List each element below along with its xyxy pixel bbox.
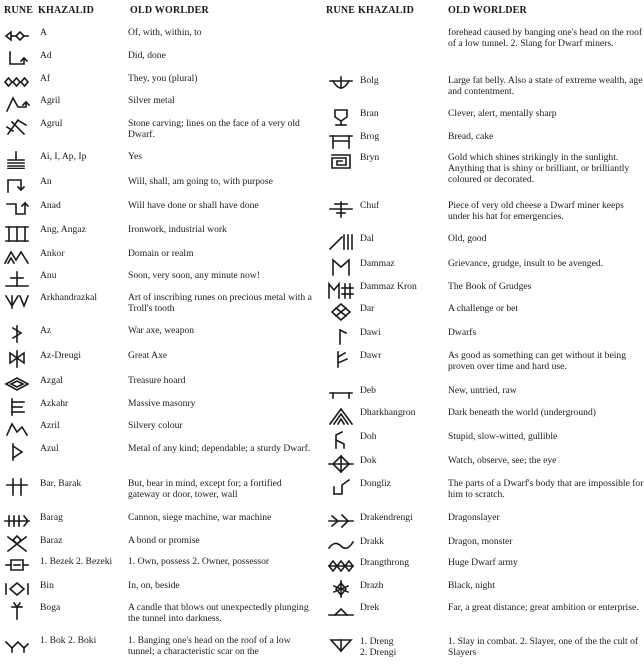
old-worlder-meaning: A candle that blows out unexpectedly plunging the tunnel into darkness. xyxy=(128,602,309,624)
khazalid-word: Dok xyxy=(360,455,377,466)
khazalid-word: Doh xyxy=(360,431,377,442)
khazalid-word: Bran xyxy=(360,108,379,119)
old-worlder-meaning: Far, a great distance; great ambition or enterprise. xyxy=(448,602,639,613)
candle-rune-icon xyxy=(4,602,30,620)
khazalid-word: A xyxy=(40,27,47,38)
old-worlder-meaning: 1. Own, possess 2. Owner, possessor xyxy=(128,556,270,567)
treasure-diamond-rune-icon xyxy=(4,375,30,393)
stacked-lines-rune-icon xyxy=(4,151,30,169)
night-star-rune-icon xyxy=(328,580,354,598)
old-worlder-meaning: Massive masonry xyxy=(128,398,196,409)
old-worlder-meaning: Large fat belly. Also a state of extreme wealth, age and contentment. xyxy=(448,75,643,97)
hook-rune-icon xyxy=(4,50,30,68)
khazalid-word: 1. Bok 2. Boki xyxy=(40,635,97,646)
old-worlder-meaning: Dark beneath the world (underground) xyxy=(448,407,596,418)
branch-staff-rune-icon xyxy=(328,350,354,368)
old-worlder-meaning: Grievance, grudge, insult to be avenged. xyxy=(448,258,604,269)
khazalid-word: Arkhandrazkal xyxy=(40,292,98,303)
khazalid-word: Baraz xyxy=(40,535,63,546)
t-bar-rune-icon xyxy=(328,385,354,403)
khazalid-word: Anu xyxy=(40,270,57,281)
old-worlder-meaning: Watch, observe, see; the eye xyxy=(448,455,557,466)
tower-rune-icon xyxy=(4,478,30,496)
khazalid-word: Af xyxy=(40,73,51,84)
header-old-worlder: OLD WORLDER xyxy=(130,5,209,16)
header-khazalid: KHAZALID xyxy=(358,5,415,16)
old-worlder-meaning: The Book of Grudges xyxy=(448,281,532,292)
double-step-rune-icon xyxy=(4,200,30,218)
book-of-grudges-rune-icon xyxy=(328,281,354,299)
khazalid-word: Dammaz Kron xyxy=(360,281,417,292)
cheese-hat-rune-icon xyxy=(328,200,354,218)
old-worlder-meaning: Black, night xyxy=(448,580,495,591)
comb-rune-icon xyxy=(4,398,30,416)
khazalid-word: Drek xyxy=(360,602,380,613)
khazalid-word: Deb xyxy=(360,385,376,396)
old-worlder-meaning: Huge Dwarf army xyxy=(448,557,518,568)
slayer-triangle-rune-icon xyxy=(328,636,354,654)
eye-rune-icon xyxy=(328,455,354,473)
bond-cross-rune-icon xyxy=(4,535,30,553)
khazalid-word: Dawr xyxy=(360,350,382,361)
old-worlder-meaning: A bond or promise xyxy=(128,535,200,546)
dragonslayer-rune-icon xyxy=(328,512,354,530)
old-worlder-meaning: Silvery colour xyxy=(128,420,183,431)
distance-rune-icon xyxy=(328,602,354,620)
old-worlder-meaning: Cannon, siege machine, war machine xyxy=(128,512,272,523)
old-worlder-meaning: Treasure hoard xyxy=(128,375,186,386)
old-worlder-meaning: forehead caused by banging one's head on the roof of a low tunnel. 2. Slang for Dwarf miners. xyxy=(448,27,643,49)
gate-rune-icon xyxy=(4,224,30,242)
old-worlder-meaning: They, you (plural) xyxy=(128,73,198,84)
khazalid-word: 1. Dreng 2. Drengi xyxy=(360,636,397,658)
khazalid-word: Bryn xyxy=(360,152,380,163)
old-worlder-meaning: Clever, alert, mentally sharp xyxy=(448,108,557,119)
old-worlder-meaning: Dwarfs xyxy=(448,327,477,338)
dark-mountain-rune-icon xyxy=(328,407,354,425)
old-worlder-meaning: Did, done xyxy=(128,50,166,61)
khazalid-word: 1. Bezek 2. Bezeki xyxy=(40,556,113,567)
old-worlder-meaning: Silver metal xyxy=(128,95,175,106)
khazalid-word: Dongliz xyxy=(360,478,391,489)
table-rune-icon xyxy=(328,131,354,149)
step-arrow-rune-icon xyxy=(4,176,30,194)
old-worlder-meaning: Will have done or shall have done xyxy=(128,200,259,211)
spiral-square-rune-icon xyxy=(328,152,354,170)
khazalid-word: Bolg xyxy=(360,75,379,86)
great-axe-rune-icon xyxy=(4,350,30,368)
old-worlder-meaning: Art of inscribing runes on precious metal with a Troll's tooth xyxy=(128,292,312,314)
grudge-rune-icon xyxy=(328,258,354,276)
header-rune: RUNE xyxy=(326,5,356,16)
khazalid-word: Agril xyxy=(40,95,61,106)
khazalid-word: Boga xyxy=(40,602,61,613)
header-khazalid: KHAZALID xyxy=(38,5,95,16)
khazalid-word: Azril xyxy=(40,420,60,431)
tooth-rune-icon xyxy=(4,292,30,310)
old-worlder-meaning: Old, good xyxy=(448,233,487,244)
khazalid-word: Azul xyxy=(40,443,59,454)
framed-diamond-rune-icon xyxy=(4,580,30,598)
box-arrow-rune-icon xyxy=(4,556,30,574)
old-worlder-meaning: In, on, beside xyxy=(128,580,180,591)
khazalid-word: Dammaz xyxy=(360,258,395,269)
khazalid-word: Drakendrengi xyxy=(360,512,413,523)
old-worlder-meaning: Metal of any kind; dependable; a sturdy Dwarf. xyxy=(128,443,311,454)
khazalid-word: Agrul xyxy=(40,118,63,129)
old-worlder-meaning: War axe, weapon xyxy=(128,325,195,336)
khazalid-word: Ankor xyxy=(40,248,65,259)
angled-zigzag-rune-icon xyxy=(4,95,30,113)
dwarf-staff-rune-icon xyxy=(328,327,354,345)
mountains-rune-icon xyxy=(4,248,30,266)
cross-bar-rune-icon xyxy=(4,270,30,288)
header-rune: RUNE xyxy=(4,5,34,16)
khazalid-word: Dharkhangron xyxy=(360,407,416,418)
old-worlder-meaning: Great Axe xyxy=(128,350,168,361)
old-worlder-meaning: New, untried, raw xyxy=(448,385,517,396)
old-worlder-meaning: Ironwork, industrial work xyxy=(128,224,227,235)
khazalid-word: Bar, Barak xyxy=(40,478,82,489)
khazalid-word: Dawi xyxy=(360,327,381,338)
khazalid-word: Ai, I, Ap, Ip xyxy=(40,151,87,162)
khazalid-word: Drakk xyxy=(360,536,384,547)
khazalid-word: An xyxy=(40,176,52,187)
dragon-wave-rune-icon xyxy=(328,536,354,554)
khazalid-word: Ad xyxy=(40,50,52,61)
old-worlder-meaning: Bread, cake xyxy=(448,131,494,142)
crossed-branch-rune-icon xyxy=(4,118,30,136)
khazalid-word: Azkahr xyxy=(40,398,69,409)
khazalid-word: Bin xyxy=(40,580,54,591)
khazalid-word: Azgal xyxy=(40,375,63,386)
slanted-bars-rune-icon xyxy=(328,233,354,251)
old-worlder-meaning: 1. Banging one's head on the roof of a low tunnel; a characteristic scar on the xyxy=(128,635,291,657)
old-worlder-meaning: Of, with, within, to xyxy=(128,27,202,38)
axe-rune-icon xyxy=(4,325,30,343)
khazalid-word: Anad xyxy=(40,200,61,211)
old-worlder-meaning: Soon, very soon, any minute now! xyxy=(128,270,260,281)
triple-diamond-rune-icon xyxy=(4,73,30,91)
khazalid-word: Ang, Angaz xyxy=(40,224,86,235)
hook-cup-rune-icon xyxy=(328,478,354,496)
old-worlder-meaning: Stupid, slow-witted, gullible xyxy=(448,431,558,442)
hook-staff-rune-icon xyxy=(328,431,354,449)
old-worlder-meaning: A challenge or bet xyxy=(448,303,519,314)
diamond-arrow-rune-icon xyxy=(4,27,30,45)
khazalid-word: Dar xyxy=(360,303,375,314)
old-worlder-meaning: Yes xyxy=(128,151,142,162)
old-worlder-meaning: Dragon, monster xyxy=(448,536,513,547)
khazalid-word: Az-Dreugi xyxy=(40,350,82,361)
old-worlder-meaning: As good as something can get without it being proven over time and hard use. xyxy=(448,350,626,372)
goblet-rune-icon xyxy=(328,108,354,126)
head-bang-rune-icon xyxy=(4,635,30,653)
belly-bowl-rune-icon xyxy=(328,75,354,93)
khazalid-word: Brog xyxy=(360,131,380,142)
header-old-worlder: OLD WORLDER xyxy=(448,5,527,16)
army-diamonds-rune-icon xyxy=(328,557,354,575)
khazalid-word: Az xyxy=(40,325,52,336)
khazalid-word: Barag xyxy=(40,512,63,523)
old-worlder-meaning: The parts of a Dwarf's body that are impossible for him to scratch. xyxy=(448,478,644,500)
khazalid-word: Dal xyxy=(360,233,374,244)
khazalid-word: Drangthrong xyxy=(360,557,410,568)
chevron-bar-rune-icon xyxy=(4,443,30,461)
old-worlder-meaning: Will, shall, am going to, with purpose xyxy=(128,176,273,187)
old-worlder-meaning: But, bear in mind, except for; a fortified gateway or door, tower, wall xyxy=(128,478,282,500)
silver-wave-rune-icon xyxy=(4,420,30,438)
khazalid-word: Chuf xyxy=(360,200,380,211)
khazalid-word: Drazh xyxy=(360,580,384,591)
old-worlder-meaning: Domain or realm xyxy=(128,248,194,259)
old-worlder-meaning: 1. Slay in combat. 2. Slayer, one of the the cult of Slayers xyxy=(448,636,639,658)
old-worlder-meaning: Piece of very old cheese a Dwarf miner keeps under his hat for emergencies. xyxy=(448,200,624,222)
old-worlder-meaning: Dragonslayer xyxy=(448,512,500,523)
challenge-diamond-rune-icon xyxy=(328,303,354,321)
old-worlder-meaning: Stone carving; lines on the face of a very old Dwarf. xyxy=(128,118,300,140)
old-worlder-meaning: Gold which shines strikingly in the sunlight. Anything that is shiny or brilliant, or brilliantly coloured or decorated. xyxy=(448,152,630,185)
cannon-rune-icon xyxy=(4,512,30,530)
